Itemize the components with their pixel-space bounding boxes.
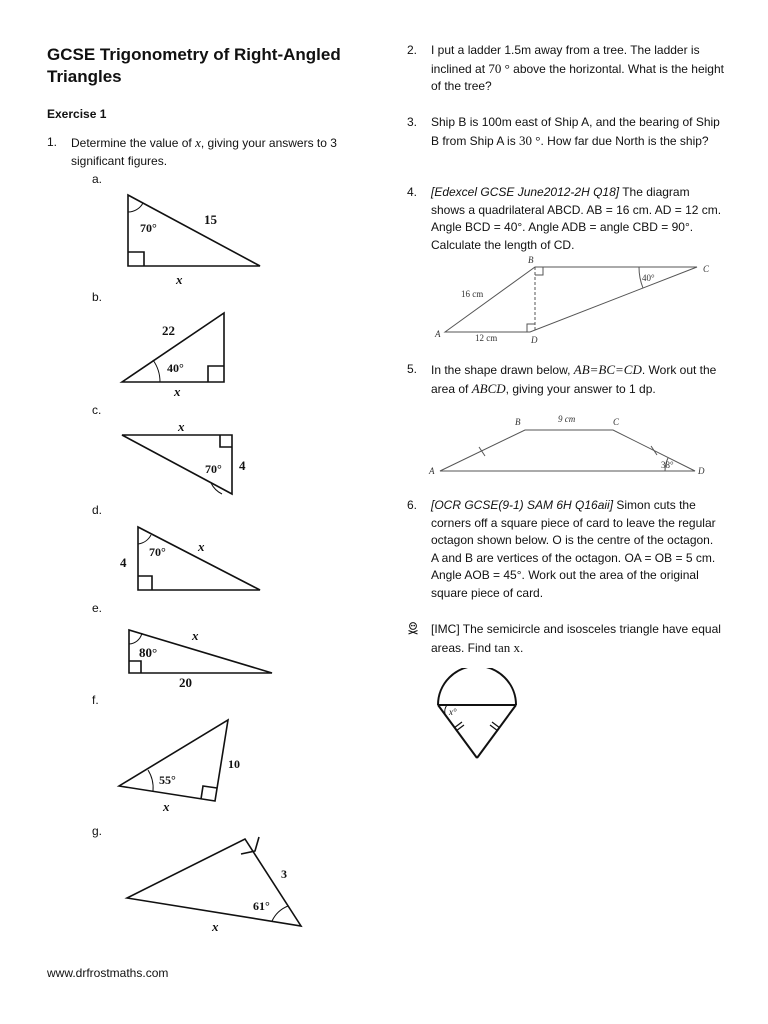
- part-d-x: x: [198, 539, 205, 554]
- q4-label-ab: 16 cm: [461, 289, 484, 299]
- question-2: [407, 42, 727, 98]
- part-g-side: 3: [281, 867, 287, 881]
- q5-label-bc: 9 cm: [558, 414, 576, 424]
- q4-label-d: D: [531, 335, 538, 345]
- q7-label-angle: x°: [449, 707, 457, 717]
- page-title: GCSE Trigonometry of Right-Angled Triangles: [47, 45, 341, 86]
- part-d-label: d.: [92, 503, 103, 517]
- q4-quadrilateral-diagram: [425, 252, 725, 347]
- footer-website: www.drfrostmaths.com: [47, 966, 169, 980]
- question-text: Ship B is 100m east of Ship A, and the bearing of Ship B from Ship A is 30 °. How far due North is the ship?: [431, 115, 720, 148]
- part-e-angle: 80°: [139, 645, 158, 660]
- q1-triangles-diagram: [0, 0, 390, 960]
- q5-label-c: C: [613, 417, 620, 427]
- question-text: I put a ladder 1.5m away from a tree. The ladder is inclined at 70 ° above the horizontal. What is the height of the tree?: [431, 43, 724, 93]
- q4-label-c: C: [703, 264, 710, 274]
- part-f-angle: 55°: [159, 773, 176, 787]
- question-4: [407, 184, 727, 256]
- q5-trapezium-diagram: [425, 408, 715, 478]
- question-number: 4.: [407, 185, 418, 199]
- part-e-label: e.: [92, 601, 103, 615]
- q4-label-angle: 40°: [642, 273, 655, 283]
- part-f-x: x: [163, 799, 170, 814]
- question-number: 1.: [47, 135, 58, 149]
- part-b-x: x: [174, 384, 181, 399]
- part-a-x: x: [176, 272, 183, 287]
- q4-label-ad: 12 cm: [475, 333, 498, 343]
- triangle-g: [127, 839, 301, 926]
- part-a-label: a.: [92, 172, 103, 186]
- question-7: [407, 621, 727, 661]
- part-b-angle: 40°: [167, 361, 184, 375]
- triangle-f: [119, 720, 228, 801]
- part-c-label: c.: [92, 403, 102, 417]
- part-g-x: x: [212, 919, 219, 934]
- question-number: 6.: [407, 498, 418, 512]
- question-text: Determine the value of x, giving your answers to 3 significant figures.: [71, 135, 337, 168]
- question-number: 3.: [407, 115, 418, 129]
- part-c-x: x: [178, 419, 185, 434]
- part-g-label: g.: [92, 824, 103, 838]
- q5-label-b: B: [515, 417, 521, 427]
- skull-icon: [407, 621, 419, 641]
- exercise-heading: Exercise 1: [47, 107, 107, 121]
- part-b-side: 22: [162, 323, 175, 338]
- part-g-angle: 61°: [253, 899, 270, 913]
- question-text: [Edexcel GCSE June2012-2H Q18] The diagram shows a quadrilateral ABCD. AB = 16 cm. AD = 12 cm. Angle BCD = 40°. Angle ADB = angle CBD = 90°. Calculate the length of CD.: [431, 185, 722, 252]
- part-f-side: 10: [228, 757, 240, 771]
- q5-label-d: D: [698, 466, 705, 476]
- q5-label-a: A: [429, 466, 435, 476]
- q4-label-a: A: [435, 329, 441, 339]
- q7-semicircle-triangle-diagram: [430, 668, 525, 770]
- question-text: In the shape drawn below, AB=BC=CD. Work out the area of ABCD, giving your answer to 1 dp.: [431, 362, 717, 396]
- question-number: 2.: [407, 43, 418, 57]
- part-a-side: 15: [204, 212, 217, 227]
- question-3: [407, 114, 727, 170]
- part-d-side: 4: [120, 555, 127, 570]
- question-number: 5.: [407, 362, 418, 376]
- part-e-x: x: [192, 628, 199, 643]
- part-a-angle: 70°: [140, 221, 157, 235]
- question-text: [OCR GCSE(9-1) SAM 6H Q16aii] Simon cuts the corners off a square piece of card to leave the regular octagon shown below. O is the centre of the octagon. A and B are vertices of the octagon. OA = OB = 5 cm. Angle AOB = 45°. Work out the area of the original square piece of card.: [431, 498, 716, 600]
- part-c-angle: 70°: [205, 462, 222, 476]
- part-d-angle: 70°: [149, 545, 166, 559]
- part-c-side: 4: [239, 458, 246, 473]
- q5-label-angle: 38°: [661, 460, 674, 470]
- part-e-side: 20: [179, 675, 192, 690]
- part-f-label: f.: [92, 693, 99, 707]
- question-6: [407, 497, 727, 605]
- q4-label-b: B: [528, 255, 534, 265]
- question-text: [IMC] The semicircle and isosceles triangle have equal areas. Find tan x.: [431, 622, 721, 655]
- part-b-label: b.: [92, 290, 103, 304]
